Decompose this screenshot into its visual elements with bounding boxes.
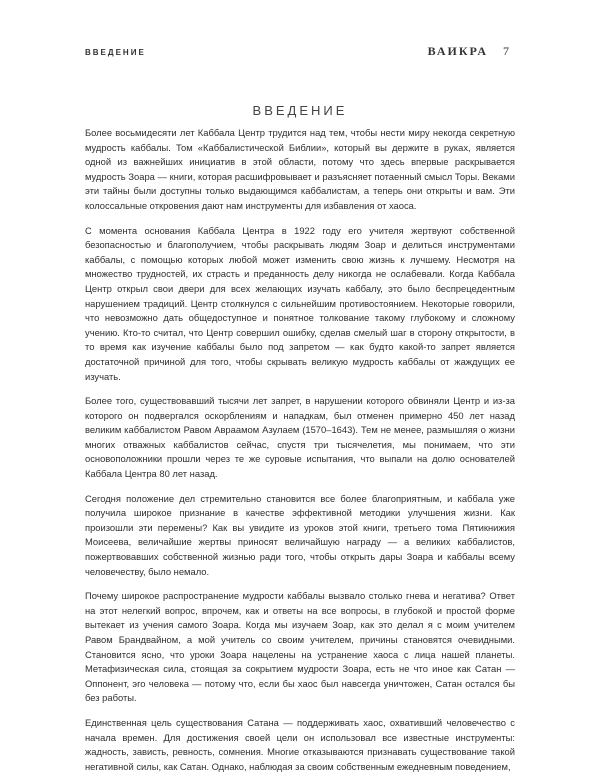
paragraph: Единственная цель существования Сатана — поддерживать хаос, охвативший человечество с начала времен. Для достижения своей цели он использовал все известные инструменты: жадность, зависть, ревность, сомнения. Многие отказываются признавать существование такой негативной силы, как Сатан. Однако, наблюдая за своим собственным ежедневным поведением, [85, 716, 515, 772]
paragraph: Сегодня положение дел стремительно становится все более благоприятным, и каббала уже получила широкое признание в качестве эффективной методики улучшения жизни. Как произошли эти перемены? Как вы увидите из уроков этой книги, третьего тома Пятикнижия Моисеева, величайшие жертвы приносят величайшую награду — а великих каббалистов, пожертвовавших собственной жизнью ради того, чтобы открыть дары Зоара и каббалы всему человечеству, было немало. [85, 492, 515, 577]
paragraph: Более того, существовавший тысячи лет запрет, в нарушении которого обвиняли Центр и из-за которого он подвергался оскорблениям и нападкам, был отменен примерно 450 лет назад великим каббалистом Равом Авраамом Азулаем (1570–1643). Тем не менее, размышляя о жизни многих отважных каббалистов сейчас, спустя три тысячелетия, мы понимаем, что эти основоположники прошли через те же суровые испытания, что выпали на долю основателей Каббала Центра 80 лет назад. [85, 395, 515, 480]
body-text [85, 126, 515, 774]
page-number: 7 [503, 44, 509, 58]
paragraph: Более восьмидесяти лет Каббала Центр трудится над тем, чтобы нести миру некогда секретную мудрость каббалы. Том «Каббалистической Библии», который вы держите в руках, является одной из важнейших инициатив в этой области, потому что здесь впервые раскрывается мудрость Зоара — книги, которая расшифровывает и разъясняет потаенный смысл Торы. Веками эти тайны были доступны только выдающимся каббалистам, а теперь они открыты и вам. Эти колоссальные откровения дают нам инструменты для избавления от хаоса. [85, 127, 515, 211]
chapter-title: ВВЕДЕНИЕ [252, 102, 348, 118]
paragraph: С момента основания Каббала Центра в 1922 году его учителя жертвуют собственной безопасностью и благополучием, чтобы раскрывать людям Зоар и делиться инструментами каббалы, с помощью которых любой может изменить свою жизнь к лучшему. Несмотря на множество трудностей, их страсть и преданность делу никогда не ослабевали. Когда Каббала Центр открыл свои двери для всех желающих изучать каббалу, это было беспрецедентным нарушением традиций. Центр столкнулся с сильнейшим противостоянием. Некоторые говорили, что невозможно дать общедоступное и понятное толкование такому глубокому и сложному учению. Кто-то считал, что Центр совершил ошибку, сделав смелый шаг в сторону открытости, в то время как изучение каббалы было под запретом — как будто какой-то запрет является достаточной причиной для того, чтобы скрывать великую мудрость каббалы от жаждущих ее изучать. [85, 224, 515, 382]
running-header-book-title: ВАИКРА [427, 44, 488, 58]
paragraph: Почему широкое распространение мудрости каббалы вызвало столько гнева и негатива? Ответ на этот нелегкий вопрос, впрочем, как и ответы на все вопросы, в глубокой и простой форме вытекает из учения самого Зоара. Когда мы изучаем Зоар, как это делал я с моим учителем Равом Брандвайном, а мой учитель со своим учителем, причины становятся очевидными. Становится ясно, что уроки Зоара нацелены на устранение хаоса с лица нашей планеты. Метафизическая сила, стоящая за сокрытием мудрости Зоара, есть не что иное как Сатан — Оппонент, эго человека — потому что, если бы хаос был навсегда уничтожен, Сатан остался бы без работы. [85, 590, 515, 704]
running-header-section: ВВЕДЕНИЕ [85, 48, 146, 57]
